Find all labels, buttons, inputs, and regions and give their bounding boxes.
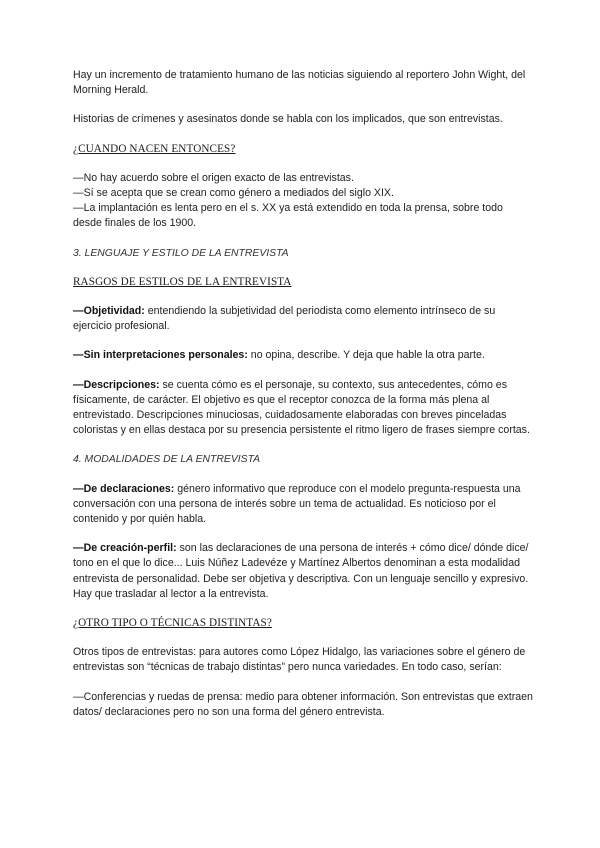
definition-objetividad: entendiendo la subjetividad del periodista como elemento intrínseco de su ejercicio profesional. [73, 305, 496, 333]
paragraph-declaraciones [73, 482, 533, 528]
definition-sin-interpretaciones: no opina, describe. Y deja que hable la otra parte. [247, 349, 485, 362]
term-declaraciones: —De declaraciones: [73, 482, 175, 495]
term-objetividad: —Objetividad: [73, 305, 145, 318]
paragraph-conferencias: —Conferencias y ruedas de prensa: medio para obtener información. Son entrevistas que extraen datos/ declaraciones pero no son una forma del género entrevista. [73, 690, 533, 718]
bullet-item: —No hay acuerdo sobre el origen exacto de las entrevistas. [73, 171, 354, 184]
term-creacion-perfil: —De creación-perfil: [73, 542, 177, 555]
heading-rasgos: RASGOS DE ESTILOS DE LA ENTREVISTA [73, 275, 292, 288]
paragraph-otros-tipos: Otros tipos de entrevistas: para autores como López Hidalgo, las variaciones sobre el género de entrevistas son “técnicas de trabajo distintas” pero nunca variedades. En todo caso, serían: [73, 646, 526, 674]
paragraph-intro: Hay un incremento de tratamiento humano de las noticias siguiendo al reportero John Wight, del Morning Herald. [73, 69, 526, 97]
paragraph-creacion-perfil [73, 541, 533, 602]
document-page [73, 68, 533, 720]
definition-creacion-perfil: son las declaraciones de una persona de interés + cómo dice/ dónde dice/ tono en el que lo dice... Luis Núñez Ladevéze y Martínez Albertos denominan a esta modalidad entrevista de personalidad. Debe ser objetiva y descriptiva. Con un lenguaje sencillo y expresivo. Hay que trasladar al lector a la entrevista. [73, 542, 529, 600]
definition-declaraciones: género informativo que reproduce con el modelo pregunta-respuesta una conversación con una persona de interés sobre un tema de actualidad. Es noticioso por el contenido y por quién habla. [73, 482, 521, 526]
section-heading-4: 4. MODALIDADES DE LA ENTREVISTA [73, 454, 261, 466]
bullet-item: —La implantación es lenta pero en el s. XX ya está extendido en toda la prensa, sobre todo desde finales de los 1900. [73, 202, 503, 230]
bullet-item: —Sí se acepta que se crean como género a mediados del siglo XIX. [73, 187, 394, 200]
paragraph-sin-interpretaciones [73, 348, 533, 363]
heading-cuando-nacen: ¿CUANDO NACEN ENTONCES? [73, 142, 236, 155]
paragraph-objetividad [73, 304, 533, 334]
paragraph-descripciones [73, 378, 533, 439]
heading-otro-tipo: ¿OTRO TIPO O TÉCNICAS DISTINTAS? [73, 617, 272, 630]
section-heading-3: 3. LENGUAJE Y ESTILO DE LA ENTREVISTA [73, 247, 289, 259]
paragraph-cronica: Historias de crímenes y asesinatos donde se habla con los implicados, que son entrevistas. [73, 113, 503, 126]
definition-descripciones: se cuenta cómo es el personaje, su contexto, sus antecedentes, cómo es físicamente, de carácter. El objetivo es que el receptor conozca de la forma más plena al entrevistado. Descripciones minuciosas, cuidadosamente elaboradas con breves pinceladas coloristas y en ellas destaca por su presencia persistente el ritmo ligero de frases siempre cortas. [73, 378, 530, 437]
term-sin-interpretaciones: —Sin interpretaciones personales: [73, 349, 248, 362]
term-descripciones: —Descripciones: [73, 378, 160, 391]
bullet-list-origen [73, 171, 533, 232]
